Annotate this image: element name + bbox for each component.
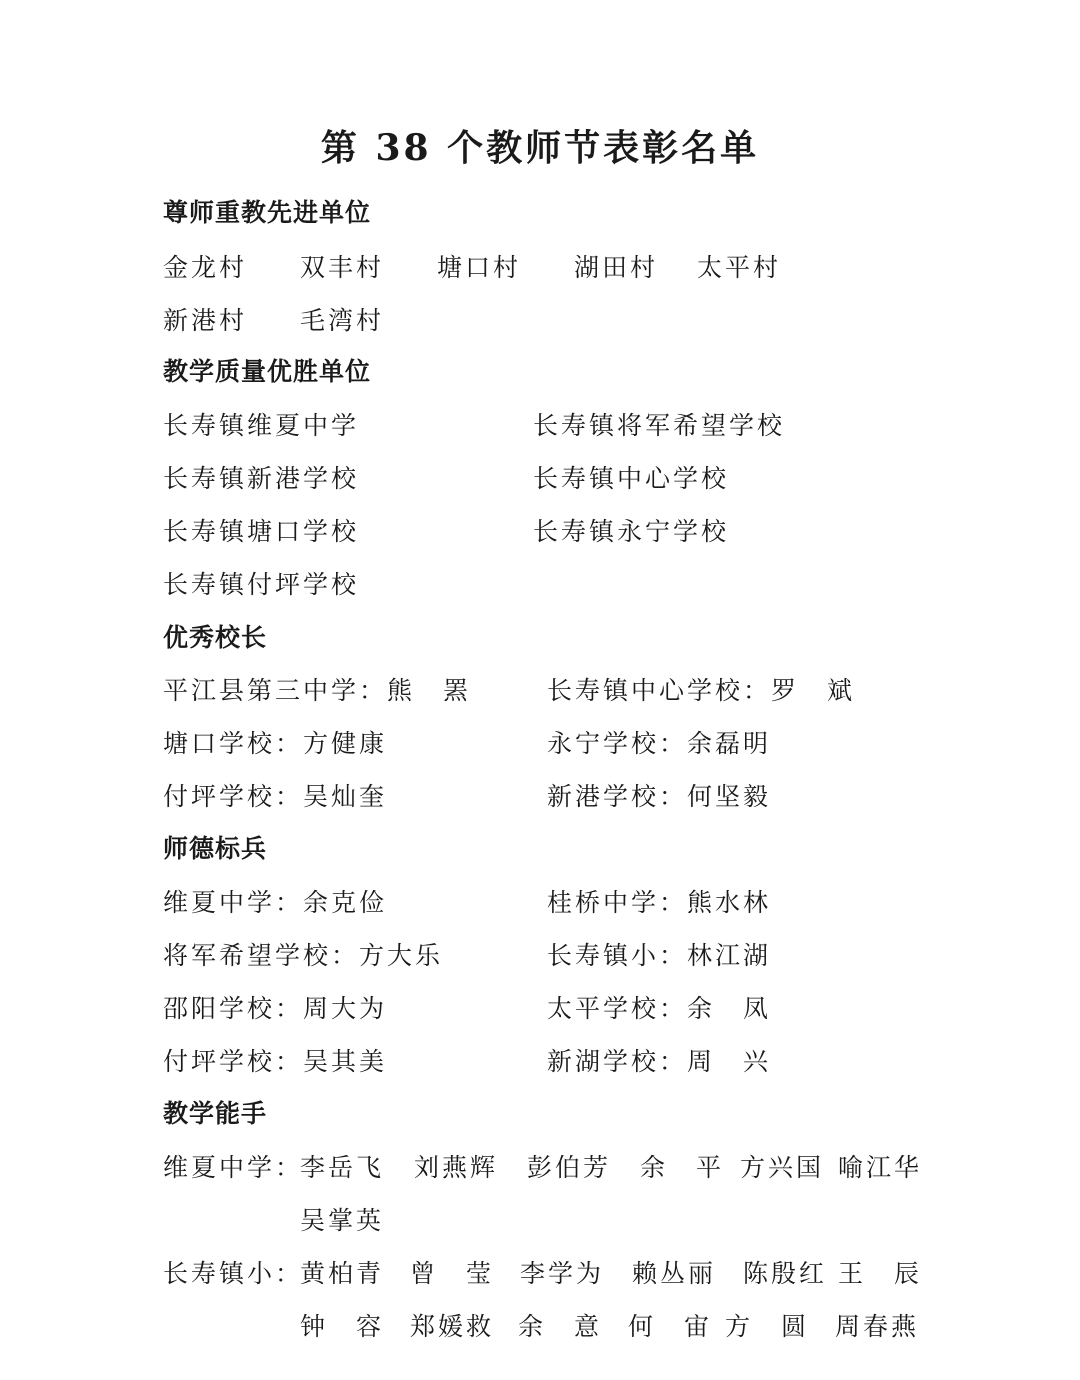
ethics-model-entry: 桂桥中学：熊水林 — [547, 888, 772, 917]
principal-entry: 长寿镇中心学校：罗 斌 — [547, 676, 856, 705]
ethics-model-entry: 新湖学校：周 兴 — [547, 1047, 772, 1076]
teacher-name: 曾 莹 — [410, 1259, 495, 1288]
school-name: 长寿镇中心学校 — [533, 464, 730, 493]
school-name: 长寿镇塘口学校 — [163, 517, 360, 546]
ethics-model-entry: 付坪学校：吴其美 — [163, 1047, 388, 1076]
principal-entry: 塘口学校：方健康 — [163, 729, 388, 758]
village-name: 塘口村 — [437, 253, 522, 282]
teacher-name: 刘燕辉 — [414, 1153, 499, 1182]
teacher-name: 郑媛救 — [410, 1312, 495, 1341]
teacher-name: 余 意 — [518, 1312, 603, 1341]
section-heading-principals: 优秀校长 — [163, 623, 268, 652]
village-name: 新港村 — [163, 306, 248, 335]
school-name: 长寿镇新港学校 — [163, 464, 360, 493]
teacher-name: 方 圆 — [725, 1312, 810, 1341]
ethics-model-entry: 邵阳学校：周大为 — [163, 994, 388, 1023]
teacher-name: 王 辰 — [838, 1259, 923, 1288]
school-label: 长寿镇小： — [163, 1259, 304, 1288]
school-name: 长寿镇将军希望学校 — [533, 411, 786, 440]
ethics-model-entry: 将军希望学校：方大乐 — [163, 941, 444, 970]
teacher-name: 吴掌英 — [300, 1206, 385, 1235]
teacher-name: 李学为 — [520, 1259, 605, 1288]
principal-entry: 永宁学校：余磊明 — [547, 729, 772, 758]
village-name: 太平村 — [697, 253, 782, 282]
teacher-name: 陈殷红 — [743, 1259, 828, 1288]
village-name: 湖田村 — [574, 253, 659, 282]
teacher-name: 方兴国 — [740, 1153, 825, 1182]
school-label: 维夏中学： — [163, 1153, 304, 1182]
ethics-model-entry: 长寿镇小：林江湖 — [547, 941, 772, 970]
school-name: 长寿镇维夏中学 — [163, 411, 360, 440]
section-heading-ethics-models: 师德标兵 — [163, 834, 268, 863]
principal-entry: 付坪学校：吴灿奎 — [163, 782, 388, 811]
page-title: 第 38 个教师节表彰名单 — [320, 127, 760, 169]
ethics-model-entry: 维夏中学：余克俭 — [163, 888, 388, 917]
section-heading-teaching-experts: 教学能手 — [163, 1099, 268, 1128]
ethics-model-entry: 太平学校：余 凤 — [547, 994, 772, 1023]
teacher-name: 喻江华 — [838, 1153, 923, 1182]
teacher-name: 黄柏青 — [300, 1259, 385, 1288]
village-name: 双丰村 — [300, 253, 385, 282]
principal-entry: 新港学校：何坚毅 — [547, 782, 772, 811]
village-name: 毛湾村 — [300, 306, 385, 335]
teacher-name: 彭伯芳 — [527, 1153, 612, 1182]
teacher-name: 余 平 — [640, 1153, 725, 1182]
principal-entry: 平江县第三中学：熊 罴 — [163, 676, 472, 705]
section-heading-quality-units: 教学质量优胜单位 — [163, 357, 372, 386]
teacher-name: 钟 容 — [300, 1312, 385, 1341]
teacher-name: 李岳飞 — [300, 1153, 385, 1182]
school-name: 长寿镇付坪学校 — [163, 570, 360, 599]
school-name: 长寿镇永宁学校 — [533, 517, 730, 546]
section-heading-honor-units: 尊师重教先进单位 — [163, 198, 372, 227]
teacher-name: 何 宙 — [628, 1312, 713, 1341]
village-name: 金龙村 — [163, 253, 248, 282]
teacher-name: 赖丛丽 — [632, 1259, 717, 1288]
teacher-name: 周春燕 — [835, 1312, 920, 1341]
